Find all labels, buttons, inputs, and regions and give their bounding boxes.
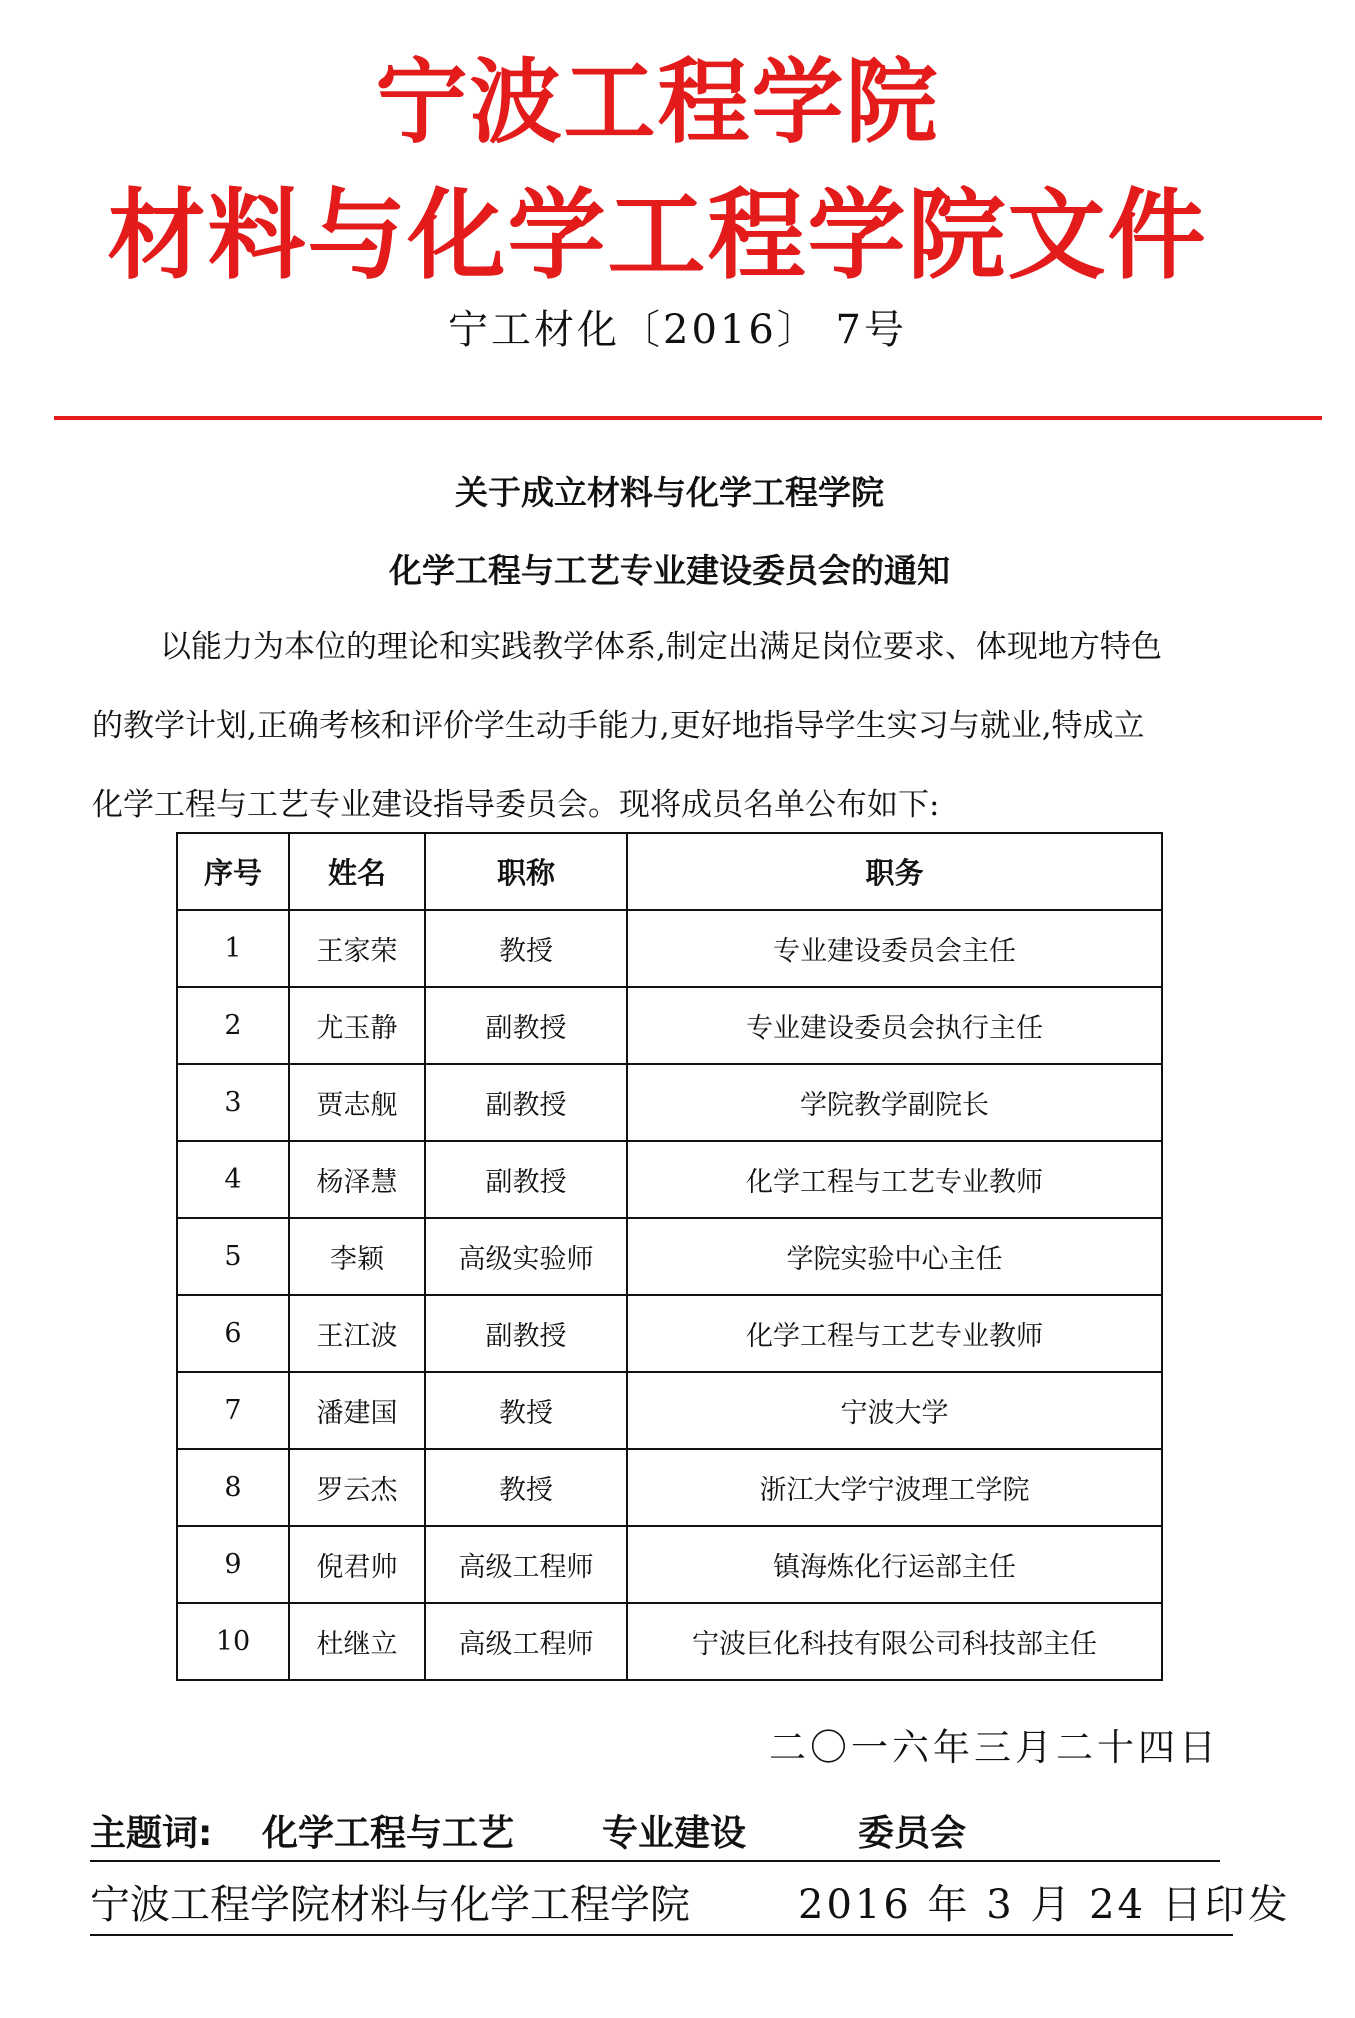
- footer-print-date: 2016 年 3 月 24 日印发: [798, 1882, 1291, 1928]
- cell-position: 浙江大学宁波理工学院: [627, 1449, 1162, 1526]
- table-row: [177, 1295, 1162, 1372]
- table-row: [177, 1526, 1162, 1603]
- cell-index: 4: [177, 1141, 289, 1218]
- table-header-row: [177, 833, 1162, 910]
- cell-name: 王家荣: [289, 910, 425, 987]
- table-row: [177, 1603, 1162, 1680]
- table-row: [177, 987, 1162, 1064]
- cell-position: 专业建设委员会执行主任: [627, 987, 1162, 1064]
- cell-position: 化学工程与工艺专业教师: [627, 1295, 1162, 1372]
- table-row: [177, 1141, 1162, 1218]
- cell-name: 罗云杰: [289, 1449, 425, 1526]
- cell-title: 教授: [425, 1372, 627, 1449]
- cell-name: 倪君帅: [289, 1526, 425, 1603]
- cell-title: 副教授: [425, 987, 627, 1064]
- cell-position: 化学工程与工艺专业教师: [627, 1141, 1162, 1218]
- table-row: [177, 1218, 1162, 1295]
- cell-index: 7: [177, 1372, 289, 1449]
- cell-name: 尤玉静: [289, 987, 425, 1064]
- cell-name: 潘建国: [289, 1372, 425, 1449]
- cell-title: 副教授: [425, 1064, 627, 1141]
- cell-index: 5: [177, 1218, 289, 1295]
- cell-position: 专业建设委员会主任: [627, 910, 1162, 987]
- cell-index: 9: [177, 1526, 289, 1603]
- cell-position: 学院教学副院长: [627, 1064, 1162, 1141]
- cell-position: 宁波巨化科技有限公司科技部主任: [627, 1603, 1162, 1680]
- cell-name: 王江波: [289, 1295, 425, 1372]
- cell-title: 副教授: [425, 1141, 627, 1218]
- cell-title: 副教授: [425, 1295, 627, 1372]
- subject-keyword: 专业建设: [602, 1813, 747, 1854]
- cell-index: 1: [177, 910, 289, 987]
- cell-name: 杜继立: [289, 1603, 425, 1680]
- cell-title: 高级工程师: [425, 1526, 627, 1603]
- footer-organization: 宁波工程学院材料与化学工程学院: [90, 1882, 690, 1928]
- table-row: [177, 1064, 1162, 1141]
- cell-index: 10: [177, 1603, 289, 1680]
- header-position: 职务: [627, 833, 1162, 910]
- cell-position: 宁波大学: [627, 1372, 1162, 1449]
- header-name: 姓名: [289, 833, 425, 910]
- subject-keyword: 化学工程与工艺: [262, 1813, 515, 1854]
- member-table: [176, 832, 1163, 1681]
- header-title: 职称: [425, 833, 627, 910]
- cell-name: 贾志舰: [289, 1064, 425, 1141]
- cell-name: 李颖: [289, 1218, 425, 1295]
- cell-title: 高级实验师: [425, 1218, 627, 1295]
- subject-keywords-row: [90, 1808, 1220, 1862]
- table-row: [177, 1372, 1162, 1449]
- table-row: [177, 910, 1162, 987]
- cell-index: 2: [177, 987, 289, 1064]
- notice-title-line1: 关于成立材料与化学工程学院: [455, 473, 884, 512]
- cell-position: 学院实验中心主任: [627, 1218, 1162, 1295]
- body-paragraph-line1: 以能力为本位的理论和实践教学体系,制定出满足岗位要求、体现地方特色: [160, 629, 1162, 665]
- document-number: 宁工材化〔2016〕 7号: [448, 307, 907, 353]
- issue-date: 二〇一六年三月二十四日: [769, 1726, 1220, 1769]
- subject-label: 主题词:: [90, 1813, 213, 1854]
- header-document-title: 材料与化学工程学院文件: [107, 179, 1208, 293]
- header-index: 序号: [177, 833, 289, 910]
- cell-title: 高级工程师: [425, 1603, 627, 1680]
- notice-title-line2: 化学工程与工艺专业建设委员会的通知: [389, 551, 950, 590]
- cell-name: 杨泽慧: [289, 1141, 425, 1218]
- cell-index: 6: [177, 1295, 289, 1372]
- cell-position: 镇海炼化行运部主任: [627, 1526, 1162, 1603]
- cell-title: 教授: [425, 1449, 627, 1526]
- red-divider: [54, 416, 1322, 420]
- body-paragraph-line3: 化学工程与工艺专业建设指导委员会。现将成员名单公布如下:: [92, 787, 940, 823]
- cell-index: 3: [177, 1064, 289, 1141]
- header-institution: 宁波工程学院: [375, 49, 940, 156]
- table-row: [177, 1449, 1162, 1526]
- cell-title: 教授: [425, 910, 627, 987]
- cell-index: 8: [177, 1449, 289, 1526]
- footer-print-line: [90, 1876, 1291, 1936]
- body-paragraph-line2: 的教学计划,正确考核和评价学生动手能力,更好地指导学生实习与就业,特成立: [92, 708, 1145, 744]
- subject-keyword: 委员会: [858, 1813, 967, 1854]
